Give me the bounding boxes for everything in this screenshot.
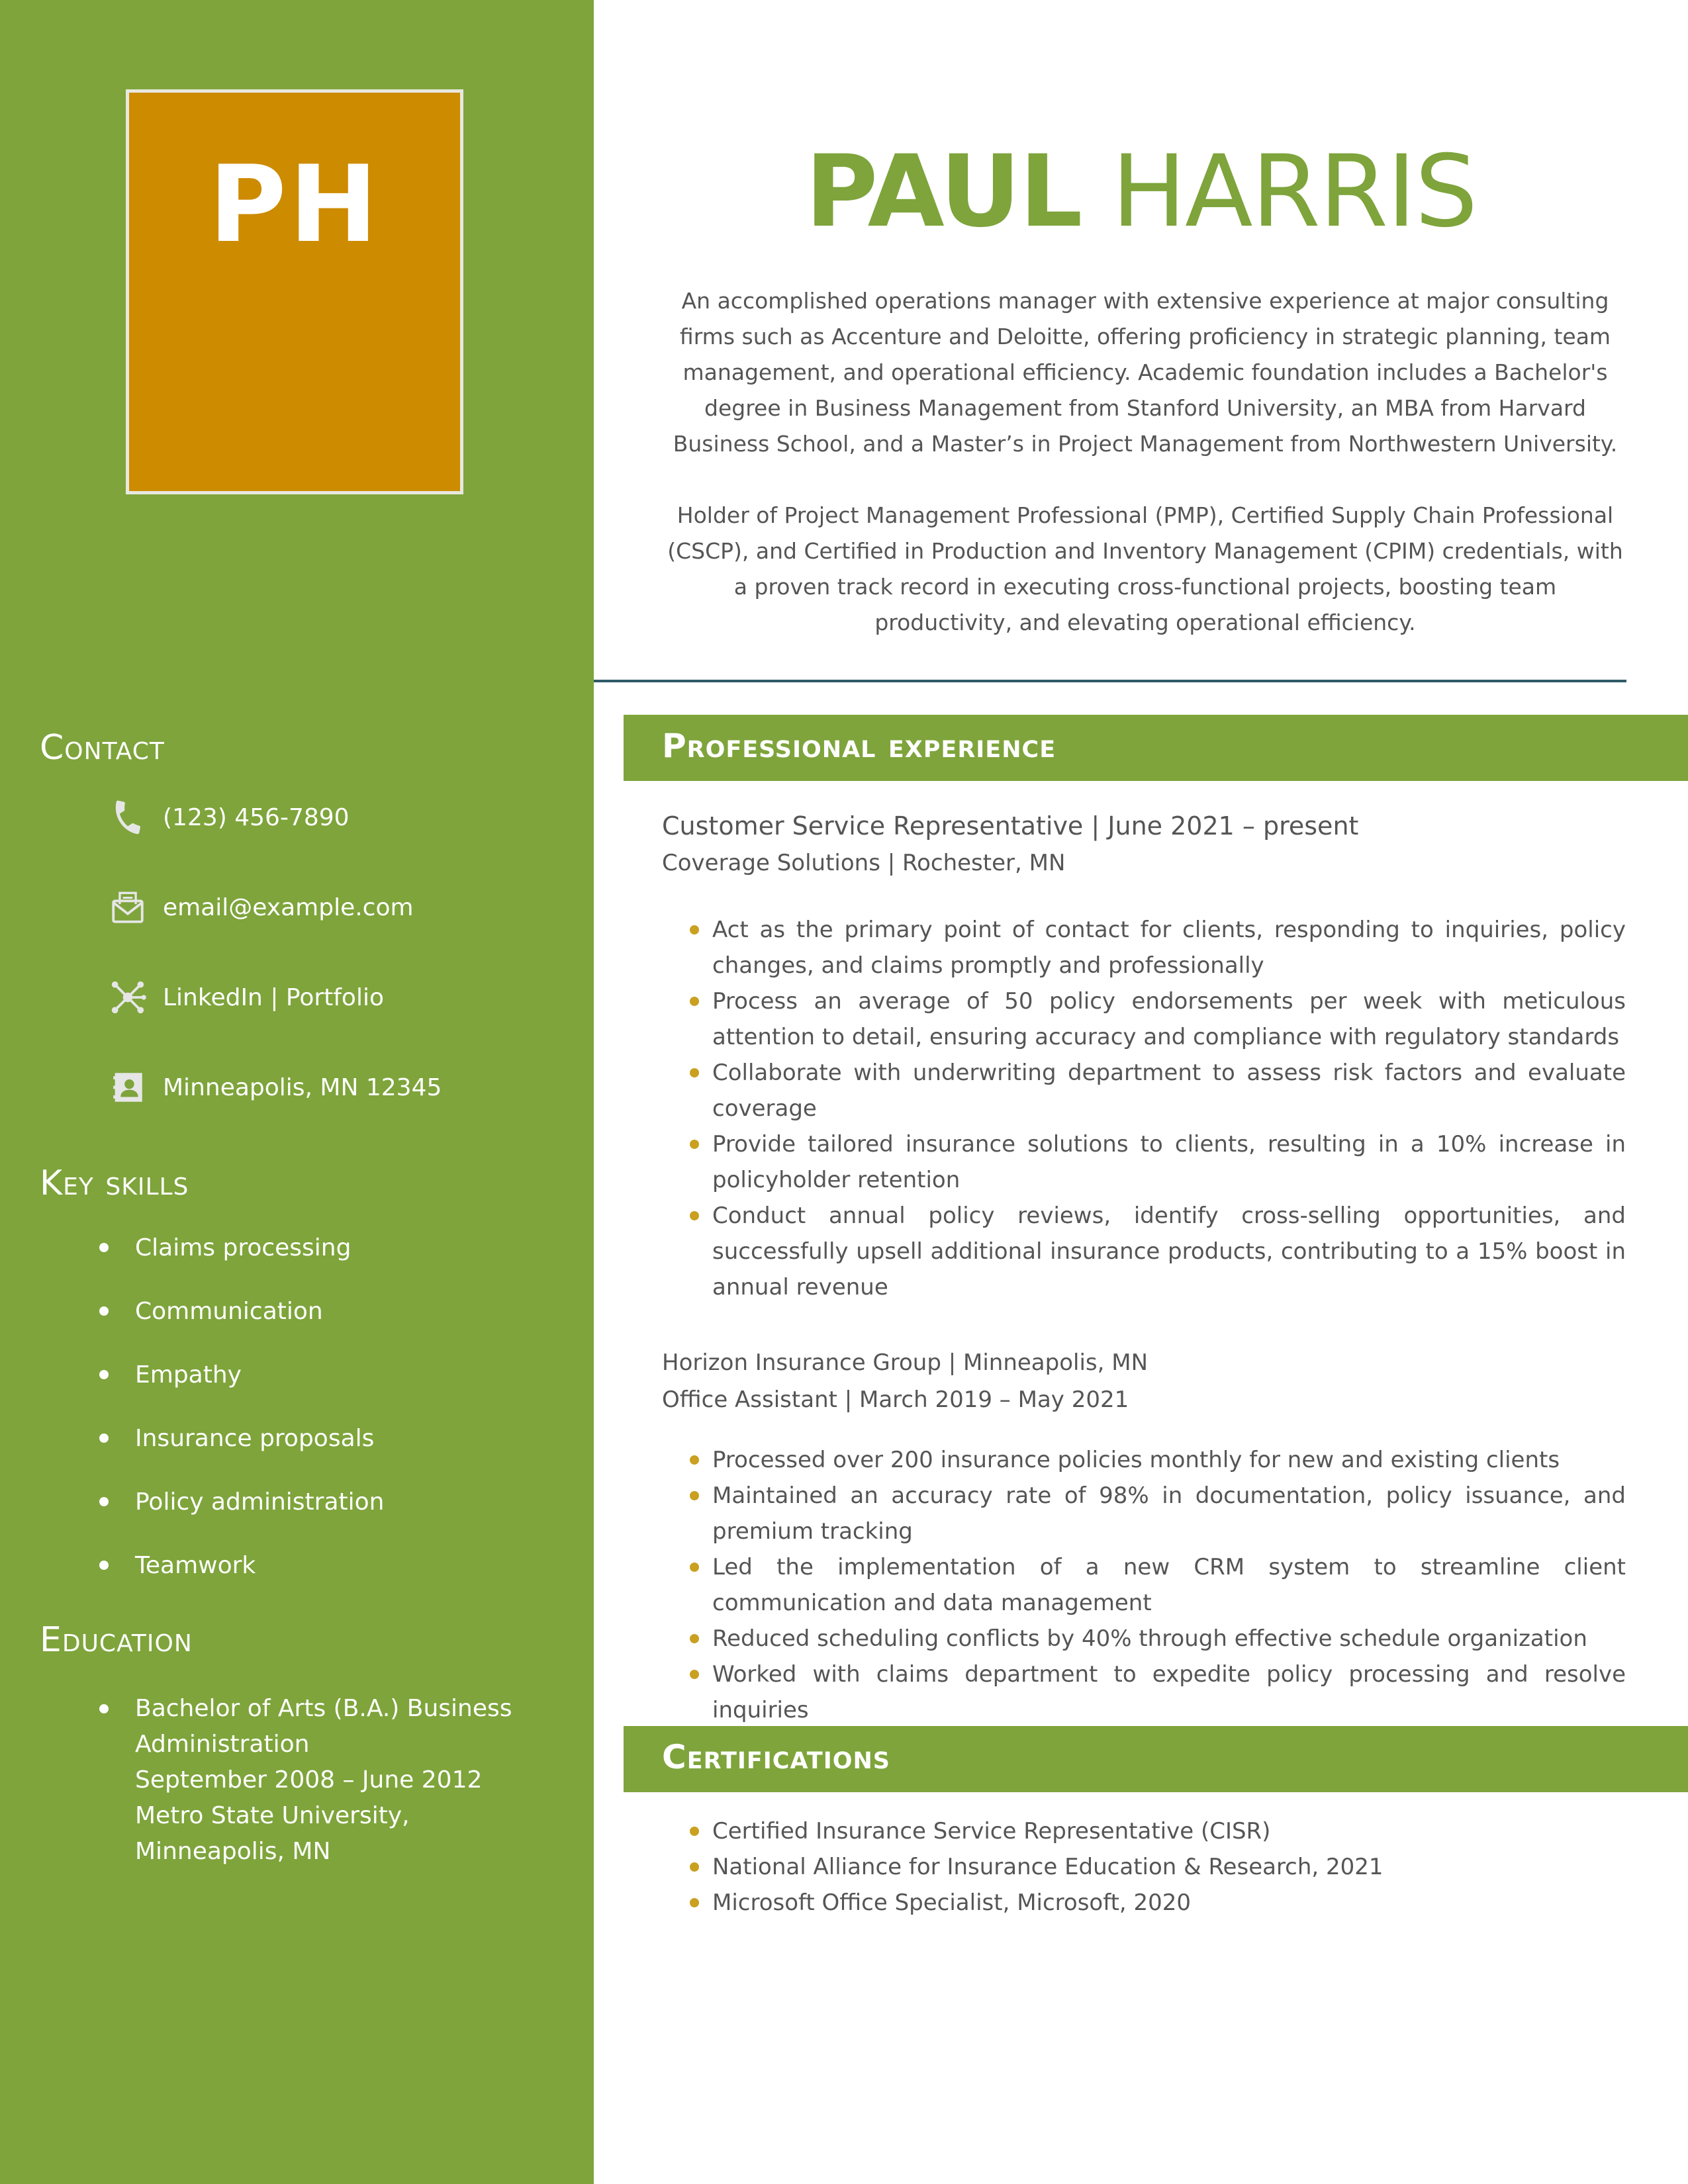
skills-list (99, 1228, 385, 1609)
phone-icon (106, 796, 150, 839)
certifications-entry (662, 1813, 1626, 1921)
education-school: Metro State University, (135, 1802, 410, 1829)
list-item: Process an average of 50 policy endorsements per week with meticulous attention to detail, ensuring accuracy and compliance with regulatory standards (662, 983, 1626, 1055)
sidebar (0, 0, 594, 2184)
phone-text: (123) 456-7890 (163, 803, 350, 831)
list-item: Maintained an accuracy rate of 98% in documentation, policy issuance, and premium tracking (662, 1478, 1626, 1549)
list-item: Provide tailored insurance solutions to clients, resulting in a 10% increase in policyholder retention (662, 1126, 1626, 1198)
job-entry-1 (662, 807, 1626, 1305)
job-2-bullets (662, 1442, 1626, 1728)
skill-item: Claims processing (99, 1228, 385, 1267)
job-2-company: Horizon Insurance Group | Minneapolis, MN (662, 1349, 1149, 1376)
email-icon (106, 886, 150, 929)
contact-links (106, 974, 442, 1021)
education-entry (99, 1691, 512, 1870)
education-degree-line1: Bachelor of Arts (B.A.) Business (135, 1695, 512, 1722)
job-1-bullets (662, 912, 1626, 1305)
monogram: PH (209, 142, 381, 266)
summary (662, 283, 1628, 676)
links-text[interactable]: LinkedIn | Portfolio (163, 983, 384, 1011)
network-icon (106, 976, 150, 1019)
education-location: Minneapolis, MN (135, 1838, 331, 1865)
list-item: Worked with claims department to expedite policy processing and resolve inquiries (662, 1657, 1626, 1728)
contact-list (106, 794, 442, 1154)
job-1-title: Customer Service Representative | June 2021 – present (662, 811, 1359, 841)
certifications-band (624, 1726, 1688, 1792)
list-item: Certified Insurance Service Representative (CISR) (662, 1813, 1626, 1849)
education-degree-line2: Administration (135, 1731, 310, 1758)
skill-item: Teamwork (99, 1545, 385, 1585)
list-item: National Alliance for Insurance Education & Research, 2021 (662, 1849, 1626, 1885)
skills-heading: Key skills (40, 1163, 189, 1203)
experience-heading: Professional experience (662, 727, 1056, 765)
list-item: Led the implementation of a new CRM system to streamline client communication and data management (662, 1549, 1626, 1621)
job-entry-2 (662, 1344, 1626, 1728)
contact-phone (106, 794, 442, 841)
monogram-box (126, 89, 463, 494)
first-name: PAUL (805, 134, 1082, 250)
list-item: Reduced scheduling conflicts by 40% through effective schedule organization (662, 1621, 1626, 1657)
skill-item: Communication (99, 1291, 385, 1331)
list-item: Collaborate with underwriting department to assess risk factors and evaluate coverage (662, 1055, 1626, 1126)
experience-band (624, 715, 1688, 781)
contact-email (106, 884, 442, 931)
last-name: HARRIS (1111, 134, 1477, 250)
email-text[interactable]: email@example.com (163, 893, 414, 921)
certifications-heading: Certifications (662, 1738, 891, 1776)
education-dates: September 2008 – June 2012 (135, 1766, 483, 1794)
skill-item: Empathy (99, 1355, 385, 1394)
job-2-title: Office Assistant | March 2019 – May 2021 (662, 1387, 1129, 1413)
skill-item: Insurance proposals (99, 1418, 385, 1458)
job-1-company: Coverage Solutions | Rochester, MN (662, 850, 1066, 876)
certifications-list (662, 1813, 1626, 1921)
list-item: Microsoft Office Specialist, Microsoft, 2020 (662, 1885, 1626, 1921)
skill-item: Policy administration (99, 1482, 385, 1522)
list-item: Processed over 200 insurance policies monthly for new and existing clients (662, 1442, 1626, 1478)
location-text: Minneapolis, MN 12345 (163, 1073, 442, 1101)
summary-paragraph-1: An accomplished operations manager with extensive experience at major consulting firms such as Accenture and Deloitte, offering proficiency in strategic planning, team management, and operational efficiency. Academic foundation includes a Bachelor's degree in Business Management from Stanford University, an MBA from Harvard Business School, and a Master’s in Project Management from Northwestern University. (673, 288, 1618, 457)
contact-heading: Contact (40, 728, 165, 768)
contact-location (106, 1064, 442, 1111)
education-heading: Education (40, 1620, 193, 1660)
contact-card-icon (106, 1066, 150, 1109)
summary-paragraph-2: Holder of Project Management Professional (PMP), Certified Supply Chain Professional (CSCP), and Certified in Production and Inventory Management (CPIM) credentials, with a proven track record in executing cross-functional projects, boosting team productivity, and elevating operational efficiency. (667, 502, 1623, 635)
header-divider (594, 680, 1626, 682)
candidate-name (594, 132, 1688, 251)
list-item: Conduct annual policy reviews, identify cross-selling opportunities, and successfully upsell additional insurance products, contributing to a 15% boost in annual revenue (662, 1198, 1626, 1305)
list-item: Act as the primary point of contact for clients, responding to inquiries, policy changes, and claims promptly and professionally (662, 912, 1626, 983)
